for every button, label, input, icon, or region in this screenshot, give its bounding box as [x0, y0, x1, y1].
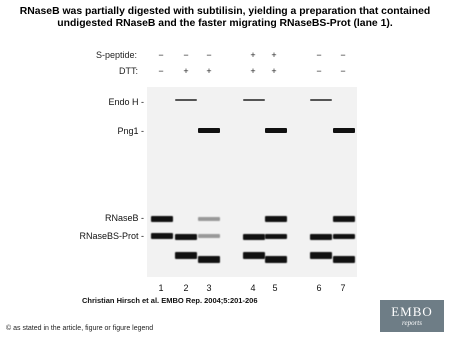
png1-band — [265, 128, 287, 133]
lane-number: 3 — [206, 283, 212, 293]
rnaseb-band — [198, 217, 220, 221]
rnasebs-prot-band — [265, 234, 287, 239]
s-peptide-mark: − — [206, 50, 212, 60]
dtt-mark: + — [206, 66, 212, 76]
rnasebs-prot-band — [151, 233, 173, 239]
dtt-mark: + — [183, 66, 189, 76]
endo-h-label: Endo H - — [108, 97, 144, 107]
endo-h-band — [243, 99, 265, 101]
endo-h-band — [310, 99, 332, 101]
dtt-mark: − — [158, 66, 164, 76]
s-peptide-mark: − — [158, 50, 164, 60]
s-peptide-label: S-peptide: — [96, 50, 138, 60]
s-peptide-mark: + — [250, 50, 256, 60]
product-band — [198, 256, 220, 263]
figure-title: RNaseB was partially digested with subtilisin, yielding a preparation that contained undigested RNaseB and the faster migrating RNaseBS-Prot (lane 1). — [19, 6, 431, 29]
s-peptide-mark: + — [271, 50, 277, 60]
rnaseb-band — [151, 216, 173, 222]
png1-band — [333, 128, 355, 133]
rnasebs-prot-band — [198, 234, 220, 238]
dtt-label: DTT: — [119, 66, 138, 76]
product-band — [333, 256, 355, 263]
rnasebs-prot-band — [333, 234, 355, 239]
gel-image — [147, 87, 357, 277]
lane-number: 7 — [340, 283, 346, 293]
dtt-mark: + — [271, 66, 277, 76]
s-peptide-mark: − — [316, 50, 322, 60]
rnasebs-prot-band — [175, 234, 197, 240]
s-peptide-mark: − — [183, 50, 189, 60]
lane-number: 1 — [158, 283, 164, 293]
dtt-mark: − — [340, 66, 346, 76]
s-peptide-mark: − — [340, 50, 346, 60]
rnasebs-prot-band — [243, 234, 265, 240]
product-band — [310, 252, 332, 259]
lane-number: 2 — [183, 283, 189, 293]
rnaseb-label: RNaseB - — [104, 213, 144, 223]
logo-line1: EMBO — [391, 304, 433, 319]
endo-h-band — [175, 99, 197, 101]
logo-line2: reports — [402, 319, 422, 327]
lane-number: 5 — [272, 283, 278, 293]
png1-label: Png1 - — [117, 126, 144, 136]
dtt-mark: + — [250, 66, 256, 76]
embo-reports-logo — [380, 300, 444, 332]
product-band — [265, 256, 287, 263]
rnaseb-band — [333, 216, 355, 222]
rnaseb-band — [265, 216, 287, 222]
copyright-footer: © as stated in the article, figure or figure legend — [6, 325, 154, 332]
rnasebs-prot-label: RNaseBS-Prot - — [79, 231, 144, 241]
png1-band — [198, 128, 220, 133]
product-band — [175, 252, 197, 259]
product-band — [243, 252, 265, 259]
rnasebs-prot-band — [310, 234, 332, 240]
lane-number: 6 — [316, 283, 322, 293]
dtt-mark: − — [316, 66, 322, 76]
citation: Christian Hirsch et al. EMBO Rep. 2004;5:201-206 — [82, 296, 258, 305]
lane-number: 4 — [250, 283, 256, 293]
